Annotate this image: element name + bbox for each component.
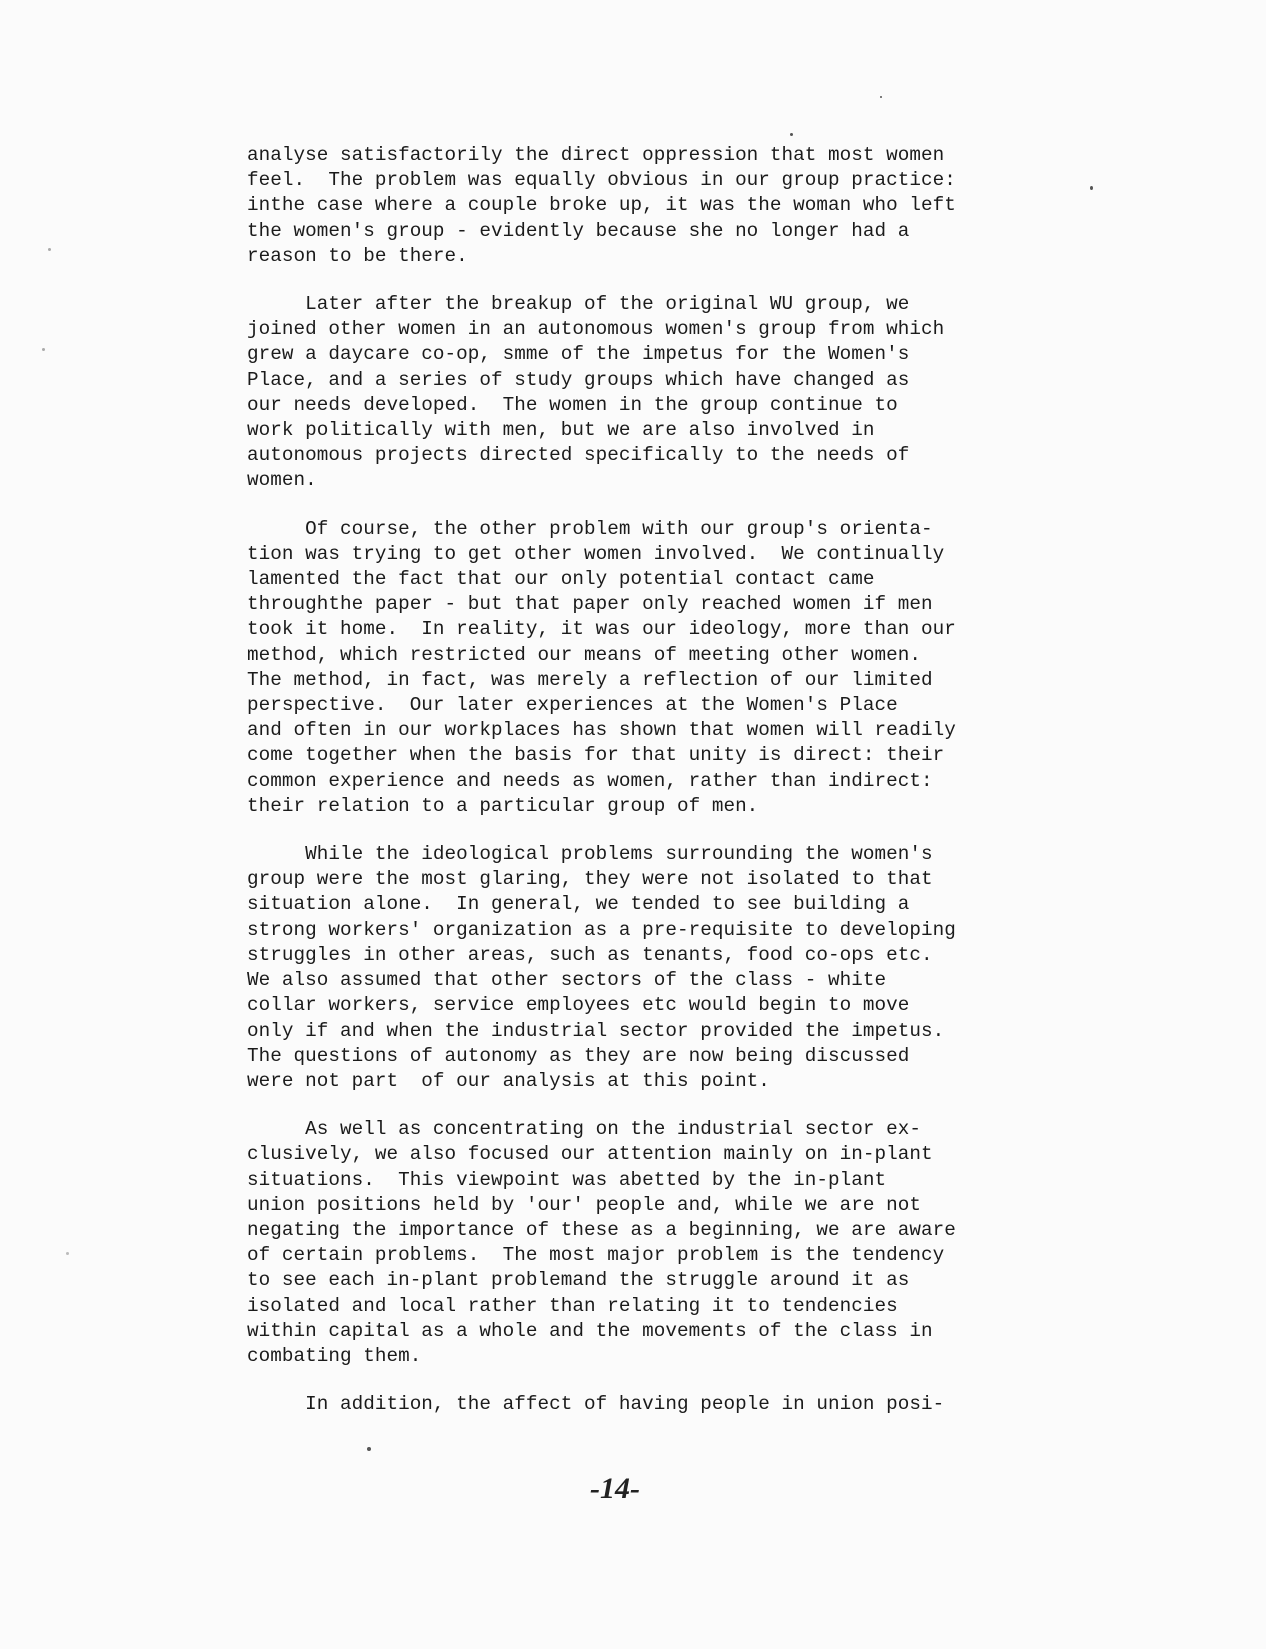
text-line: Place, and a series of study groups which have changed as: [247, 368, 910, 391]
text-line: only if and when the industrial sector provided the impetus.: [247, 1019, 945, 1042]
text-line: We also assumed that other sectors of the class - white: [247, 969, 887, 992]
text-line: Of course, the other problem with our group's orienta-: [247, 517, 933, 540]
text-line: analyse satisfactorily the direct oppression that most women: [247, 144, 945, 166]
paragraph-2: [247, 292, 1047, 494]
text-line: strong workers' organization as a pre-requisite to developing: [247, 918, 956, 941]
paragraph-3: [247, 517, 1047, 819]
text-line: reason to be there.: [247, 244, 468, 267]
paper-speck: [48, 248, 51, 251]
text-line: situations. This viewpoint was abetted by the in-plant: [247, 1168, 887, 1191]
text-line: within capital as a whole and the movements of the class in: [247, 1319, 933, 1342]
text-line: and often in our workplaces has shown that women will readily: [247, 719, 956, 742]
text-line: clusively, we also focused our attention mainly on in-plant: [247, 1143, 933, 1166]
text-line: common experience and needs as women, rather than indirect:: [247, 769, 933, 792]
text-line: the women's group - evidently because she no longer had a: [247, 219, 910, 242]
text-line: In addition, the affect of having people in union posi-: [247, 1393, 945, 1416]
text-line: women.: [247, 469, 317, 492]
text-line: of certain problems. The most major problem is the tendency: [247, 1244, 945, 1267]
text-line: autonomous projects directed specifically to the needs of: [247, 444, 910, 467]
text-line: group were the most glaring, they were not isolated to that: [247, 868, 933, 891]
paragraph-1: [247, 143, 1047, 269]
text-line: were not part of our analysis at this point.: [247, 1069, 770, 1092]
text-line: grew a daycare co-op, smme of the impetus for the Women's: [247, 343, 910, 366]
text-line: throughthe paper - but that paper only reached women if men: [247, 593, 933, 616]
text-line: to see each in-plant problemand the struggle around it as: [247, 1269, 910, 1292]
text-line: lamented the fact that our only potential contact came: [247, 568, 875, 591]
text-line: Later after the breakup of the original WU group, we: [247, 293, 910, 316]
text-line: isolated and local rather than relating it to tendencies: [247, 1294, 898, 1317]
paragraph-6: [247, 1392, 1047, 1417]
text-line: collar workers, service employees etc would begin to move: [247, 994, 910, 1017]
text-line: combating them.: [247, 1344, 422, 1367]
text-line: joined other women in an autonomous women's group from which: [247, 318, 945, 341]
paragraph-4: [247, 842, 1047, 1094]
text-line: perspective. Our later experiences at the Women's Place: [247, 694, 898, 717]
text-line: While the ideological problems surrounding the women's: [247, 843, 933, 866]
paper-speck: [1090, 186, 1093, 190]
text-line: struggles in other areas, such as tenants, food co-ops etc.: [247, 943, 933, 966]
text-line: The method, in fact, was merely a reflection of our limited: [247, 668, 933, 691]
paper-speck: [367, 1447, 371, 1451]
text-line: method, which restricted our means of meeting other women.: [247, 643, 921, 666]
page-number: -14-: [590, 1472, 640, 1505]
paper-speck: [42, 348, 45, 351]
text-line: inthe case where a couple broke up, it was the woman who left: [247, 194, 956, 217]
paper-speck: [880, 96, 882, 98]
paper-speck: [790, 133, 793, 136]
text-line: feel. The problem was equally obvious in our group practice:: [247, 169, 956, 192]
text-line: took it home. In reality, it was our ideology, more than our: [247, 618, 956, 641]
text-line: their relation to a particular group of men.: [247, 794, 759, 817]
text-line: work politically with men, but we are also involved in: [247, 419, 875, 442]
body-text: [247, 143, 1047, 1440]
text-line: As well as concentrating on the industrial sector ex-: [247, 1118, 921, 1141]
text-line: come together when the basis for that unity is direct: their: [247, 744, 945, 767]
paragraph-5: [247, 1117, 1047, 1369]
text-line: negating the importance of these as a beginning, we are aware: [247, 1218, 956, 1241]
text-line: our needs developed. The women in the group continue to: [247, 393, 898, 416]
text-line: union positions held by 'our' people and, while we are not: [247, 1193, 921, 1216]
text-line: situation alone. In general, we tended to see building a: [247, 893, 910, 916]
text-line: tion was trying to get other women involved. We continually: [247, 542, 945, 565]
text-line: The questions of autonomy as they are now being discussed: [247, 1044, 910, 1067]
paper-speck: [66, 1252, 69, 1255]
